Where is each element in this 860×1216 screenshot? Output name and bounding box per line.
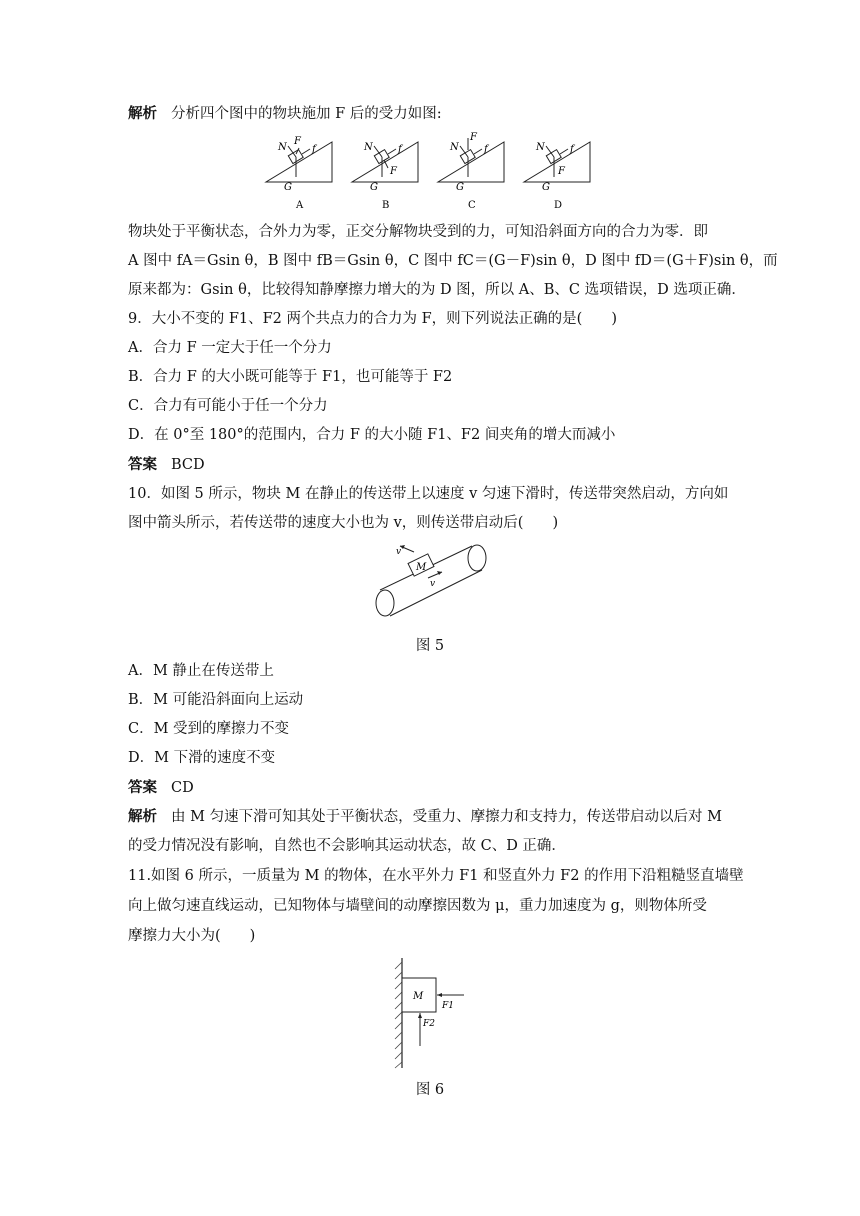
q10-stem-1: 10．如图 5 所示，物块 M 在静止的传送带上以速度 v 匀速下滑时，传送带突然启动，方向如 (128, 486, 729, 502)
force-f-cap-a: F (294, 136, 301, 147)
block-m-label: M (416, 562, 427, 573)
analysis-line-1: 物块处于平衡状态，合外力为零，正交分解物块受到的力，可知沿斜面方向的合力为零．即 (128, 224, 708, 240)
force-f-cap-b: F (390, 166, 397, 177)
force-f-cap-d: F (558, 166, 565, 177)
q9-option-c: C．合力有可能小于任一个分力 (128, 398, 328, 414)
incline-d (524, 142, 590, 182)
analysis-intro: 分析四个图中的物块施加 F 后的受力如图: (171, 106, 442, 122)
v-label-2: v (430, 579, 436, 589)
analysis-line-3: 原来都为：Gsin θ，比较得知静摩擦力增大的为 D 图，所以 A、B、C 选项错误，D 选项正确． (128, 282, 746, 298)
figure-6-caption: 图 6 (415, 1082, 445, 1098)
q10-stem-2: 图中箭头所示，若传送带的速度大小也为 v，则传送带启动后( ) (128, 515, 559, 531)
force-f-b: f (398, 144, 402, 155)
label-c: C (468, 200, 476, 211)
f1-label: F1 (442, 1001, 454, 1011)
figure-5-caption: 图 5 (415, 638, 445, 654)
analysis-label: 解析 (128, 106, 157, 122)
q10-option-a: A．M 静止在传送带上 (128, 663, 274, 679)
label-b: B (382, 200, 390, 211)
q9-stem: 9．大小不变的 F1、F2 两个共点力的合力为 F，则下列说法正确的是( ) (128, 311, 617, 327)
force-g-a: G (284, 182, 292, 193)
q10-answer-line (128, 778, 194, 798)
force-n-d: N (536, 142, 545, 153)
v-label-1: v (396, 547, 402, 557)
force-g-b: G (370, 182, 378, 193)
q10-option-c: C．M 受到的摩擦力不变 (128, 721, 290, 737)
q10-answer-label: 答案 (128, 780, 157, 796)
force-g-d: G (542, 182, 550, 193)
wall-hatching (395, 962, 402, 1068)
force-f-c: f (484, 144, 488, 155)
incline-b (352, 142, 418, 182)
analysis-line-2: A 图中 fA＝Gsin θ，B 图中 fB＝Gsin θ，C 图中 fC＝(G－F)sin θ，D 图中 fD＝(G＋F)sin θ，而 (128, 253, 778, 269)
label-a: A (296, 200, 304, 211)
q10-analysis-1: 由 M 匀速下滑可知其处于平衡状态，受重力、摩擦力和支持力，传送带启动以后对 M (171, 809, 723, 825)
force-f-d: f (570, 144, 574, 155)
force-f-cap-c: F (470, 132, 477, 143)
label-d: D (554, 200, 563, 211)
q9-option-d: D．在 0°至 180°的范围内，合力 F 的大小随 F1、F2 间夹角的增大而减小 (128, 427, 616, 443)
wall-block-diagram (390, 956, 474, 1070)
force-f-a: f (312, 144, 316, 155)
q11-stem-2: 向上做匀速直线运动，已知物体与墙壁间的动摩擦因数为 μ，重力加速度为 g，则物体所受 (128, 898, 707, 914)
q10-analysis-label: 解析 (128, 809, 157, 825)
q9-answer-line (128, 455, 205, 475)
f2-label: F2 (423, 1019, 435, 1029)
q9-answer: BCD (171, 457, 205, 473)
incline-c (438, 138, 504, 182)
analysis-intro-line (128, 104, 442, 124)
q10-analysis-line-2: 的受力情况没有影响，自然也不会影响其运动状态，故 C、D 正确． (128, 838, 566, 854)
force-n-a: N (278, 142, 287, 153)
force-g-c: G (456, 182, 464, 193)
q10-option-b: B．M 可能沿斜面向上运动 (128, 692, 304, 708)
q9-option-b: B．合力 F 的大小既可能等于 F1，也可能等于 F2 (128, 369, 453, 385)
force-n-c: N (450, 142, 459, 153)
force-n-b: N (364, 142, 373, 153)
q11-stem-1: 11.如图 6 所示，一质量为 M 的物体，在水平外力 F1 和竖直外力 F2 的作用下沿粗糙竖直墙壁 (128, 868, 744, 884)
block-m-label-q11: M (413, 991, 424, 1002)
q10-analysis-line-1 (128, 807, 722, 827)
incline-a (266, 142, 332, 182)
q10-option-d: D．M 下滑的速度不变 (128, 750, 276, 766)
q9-answer-label: 答案 (128, 457, 157, 473)
incline-force-diagrams (258, 130, 604, 214)
q10-answer: CD (171, 780, 194, 796)
conveyor-belt-diagram (370, 540, 490, 624)
q9-option-a: A．合力 F 一定大于任一个分力 (128, 340, 332, 356)
q11-stem-3: 摩擦力大小为( ) (128, 928, 256, 944)
